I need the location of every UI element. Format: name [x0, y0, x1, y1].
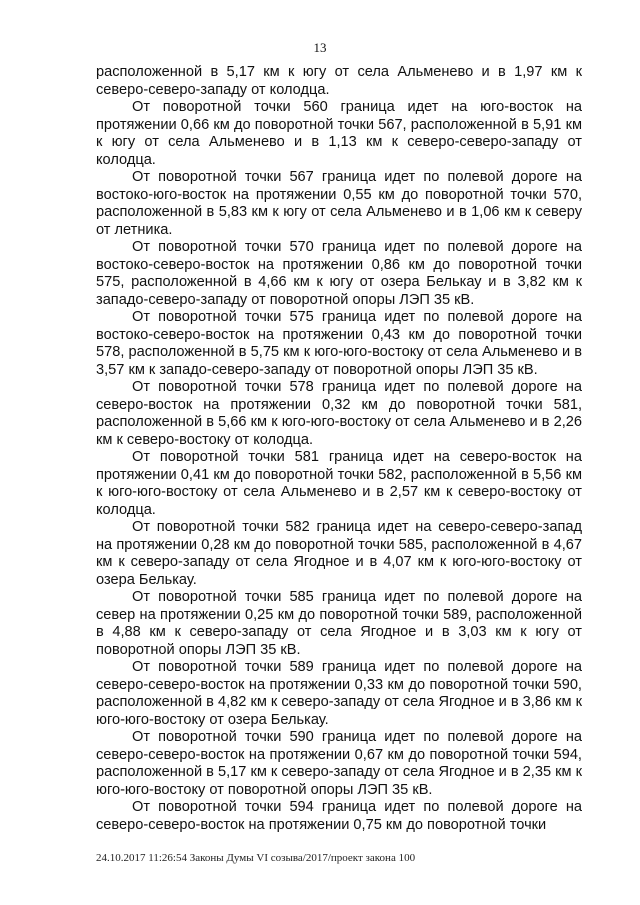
- paragraph: От поворотной точки 578 граница идет по полевой дороге на северо-восток на протяжении 0,32 км до поворотной точки 581, расположенной в 5,66 км к юго-юго-востоку от села Альменево и в 2,26 км к северо-востоку от колодца.: [96, 379, 582, 448]
- document-body: [96, 64, 582, 834]
- paragraph: От поворотной точки 575 граница идет по полевой дороге на востоко-северо-восток на протяжении 0,43 км до поворотной точки 578, расположенной в 5,75 км к юго-юго-востоку от села Альменево и в 3,57 км к западо-северо-западу от поворотной опоры ЛЭП 35 кВ.: [96, 309, 582, 378]
- paragraph: От поворотной точки 585 граница идет по полевой дороге на север на протяжении 0,25 км до поворотной точки 589, расположенной в 4,88 км к северо-западу от села Ягодное и в 3,03 км к югу от поворотной опоры ЛЭП 35 кВ.: [96, 589, 582, 658]
- paragraph: От поворотной точки 582 граница идет на северо-северо-запад на протяжении 0,28 км до поворотной точки 585, расположенной в 4,67 км к северо-западу от села Ягодное и в 4,07 км к юго-юго-востоку от озера Белькау.: [96, 519, 582, 588]
- paragraph: От поворотной точки 590 граница идет по полевой дороге на северо-северо-восток на протяжении 0,67 км до поворотной точки 594, расположенной в 5,17 км к северо-западу от села Ягодное и в 2,35 км к юго-юго-востоку от поворотной опоры ЛЭП 35 кВ.: [96, 729, 582, 798]
- paragraph: От поворотной точки 594 граница идет по полевой дороге на северо-северо-восток на протяжении 0,75 км до поворотной точки: [96, 799, 582, 833]
- paragraph: От поворотной точки 581 граница идет на северо-восток на протяжении 0,41 км до поворотной точки 582, расположенной в 5,56 км к юго-юго-востоку от села Альменево и в 2,57 км к северо-востоку от колодца.: [96, 449, 582, 518]
- paragraph: От поворотной точки 567 граница идет по полевой дороге на востоко-юго-восток на протяжении 0,55 км до поворотной точки 570, расположенной в 5,83 км к югу от села Альменево и в 1,06 км к северу от летника.: [96, 169, 582, 238]
- paragraph: расположенной в 5,17 км к югу от села Альменево и в 1,97 км к северо-северо-западу от колодца.: [96, 64, 582, 98]
- paragraph: От поворотной точки 589 граница идет по полевой дороге на северо-северо-восток на протяжении 0,33 км до поворотной точки 590, расположенной в 4,82 км к северо-западу от села Ягодное и в 3,86 км к юго-юго-востоку от озера Белькау.: [96, 659, 582, 728]
- page-number: 13: [313, 40, 327, 55]
- paragraph: От поворотной точки 560 граница идет на юго-восток на протяжении 0,66 км до поворотной точки 567, расположенной в 5,91 км к югу от села Альменево и в 1,13 км к северо-северо-западу от колодца.: [96, 99, 582, 168]
- paragraph: От поворотной точки 570 граница идет по полевой дороге на востоко-северо-восток на протяжении 0,86 км до поворотной точки 575, расположенной в 4,66 км к югу от озера Белькау и в 3,82 км к западо-северо-западу от поворотной опоры ЛЭП 35 кВ.: [96, 239, 582, 308]
- document-footer: 24.10.2017 11:26:54 Законы Думы VI созыва/2017/проект закона 100: [96, 852, 416, 864]
